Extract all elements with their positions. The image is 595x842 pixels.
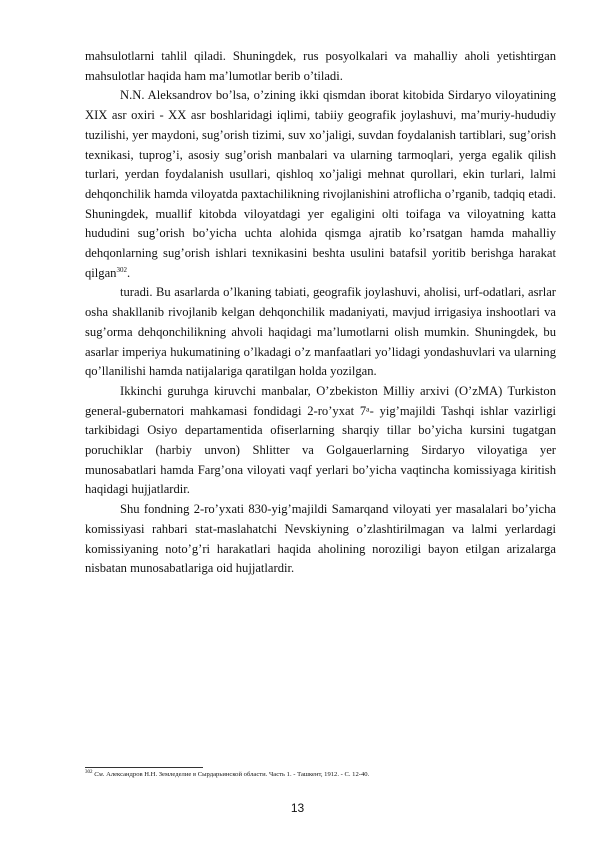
paragraph-aleksandrov-text: N.N. Aleksandrov bo’lsa, o’zining ikki qismdan iborat kitobida Sirdaryo viloyatining XIX asr oxiri - XX asr boshlaridagi iqlimi, tabiiy geografik joylashuvi, ma’muriy-hududiy tuzilishi, yer maydoni, sug’orish tizimi, suv xo’jaligi, suvdan foydalanish tartiblari, sug’orish texnikasi, tuprog’i, asosiy sug’orish manbalari va ularning tarmoqlari, yerga egalik qilish turlari, yerdan foydalanish usullari, qishloq xo’jaligi mehnat qurollari, ekin turlari, lalmi dehqonchilik hamda viloyatda paxtachilikning rivojlanishini atroflicha o’rganib, tadqiq etadi. Shuningdek, muallif kitobda viloyatdagi yer egaligini olti toifaga va viloyatning katta hududini sug’orish bo’yicha uchta alohida qismga ajratib ko’rsatgan hamda mahalliy dehqonlarning sug’orish ishlari texnikasini beshta usulini batafsil yoritib berishga harakat qilgan — [85, 88, 556, 280]
footnote-reference[interactable]: 302 — [116, 265, 127, 274]
body-text — [85, 47, 556, 579]
paragraph-aleksandrov-end: . — [126, 265, 131, 280]
page-number: 13 — [290, 801, 305, 815]
footnote-number: 302 — [85, 770, 93, 775]
paragraph-continuation: mahsulotlarni tahlil qiladi. Shuningdek, rus posyolkalari va mahalliy aholi yetishtirgan mahsulotlar haqida ham ma’lumotlar berib o’tiladi. — [85, 49, 556, 83]
paragraph-second-group: Ikkinchi guruhga kiruvchi manbalar, O’zbekiston Milliy arxivi (O’zMA) Turkiston general-gubernatori mahkamasi fondidagi 2-ro’yxat 7ᵃ- yig’majildi Tashqi ishlar vazirligi tarkibidagi Osiyo departamentida ofiserlarning sharqiy tillar bo’yicha kursini tugatgan poruchiklar (harbiy unvon) Shlitter va Golgauerlarning Sirdaryo viloyatiga yer munosabatlari hamda Farg’ona viloyati vaqf yerlari bo’yicha vaqtincha komissiyaga kiritish haqidagi hujjatlardir. — [85, 383, 556, 497]
paragraph-works-summary: turadi. Bu asarlarda o’lkaning tabiati, geografik joylashuvi, aholisi, urf-odatlari, asrlar osha shakllanib rivojlanib kelgan dehqonchilik madaniyati, mavjud irrigasiya inshootlari va sug’orma dehqonchilikning ahvoli haqidagi ma’lumotlarni olish mumkin. Shuningdek, bu asarlar imperiya hukumatining o’lkadagi o’z manfaatlari yo’lidagi yondashuvlari va ularning qo’llanilishi hamda natijalariga qaratilgan holda yozilgan. — [85, 285, 556, 379]
footnote — [85, 770, 556, 779]
footnote-text: Александров Н.Н. Земледелие в Сырдарьинской области. Часть 1. - Ташкент, 1912. - С. 12-40. — [106, 771, 370, 778]
paragraph-aleksandrov — [85, 86, 556, 283]
footnote-see: См. — [94, 771, 105, 778]
paragraph-fund-list: Shu fondning 2-ro’yxati 830-yig’majildi Samarqand viloyati yer masalalari bo’yicha komissiyasi rahbari stat-maslahatchi Nevskiyning o’zlashtirilmagan va lalmi yerlardagi komissiyaning noto’g’ri harakatlari haqida aholining noroziligi bayon etilgan arizalarga nisbatan munosabatlariga oid hujjatlardir. — [85, 502, 556, 576]
footnote-divider — [85, 767, 203, 768]
